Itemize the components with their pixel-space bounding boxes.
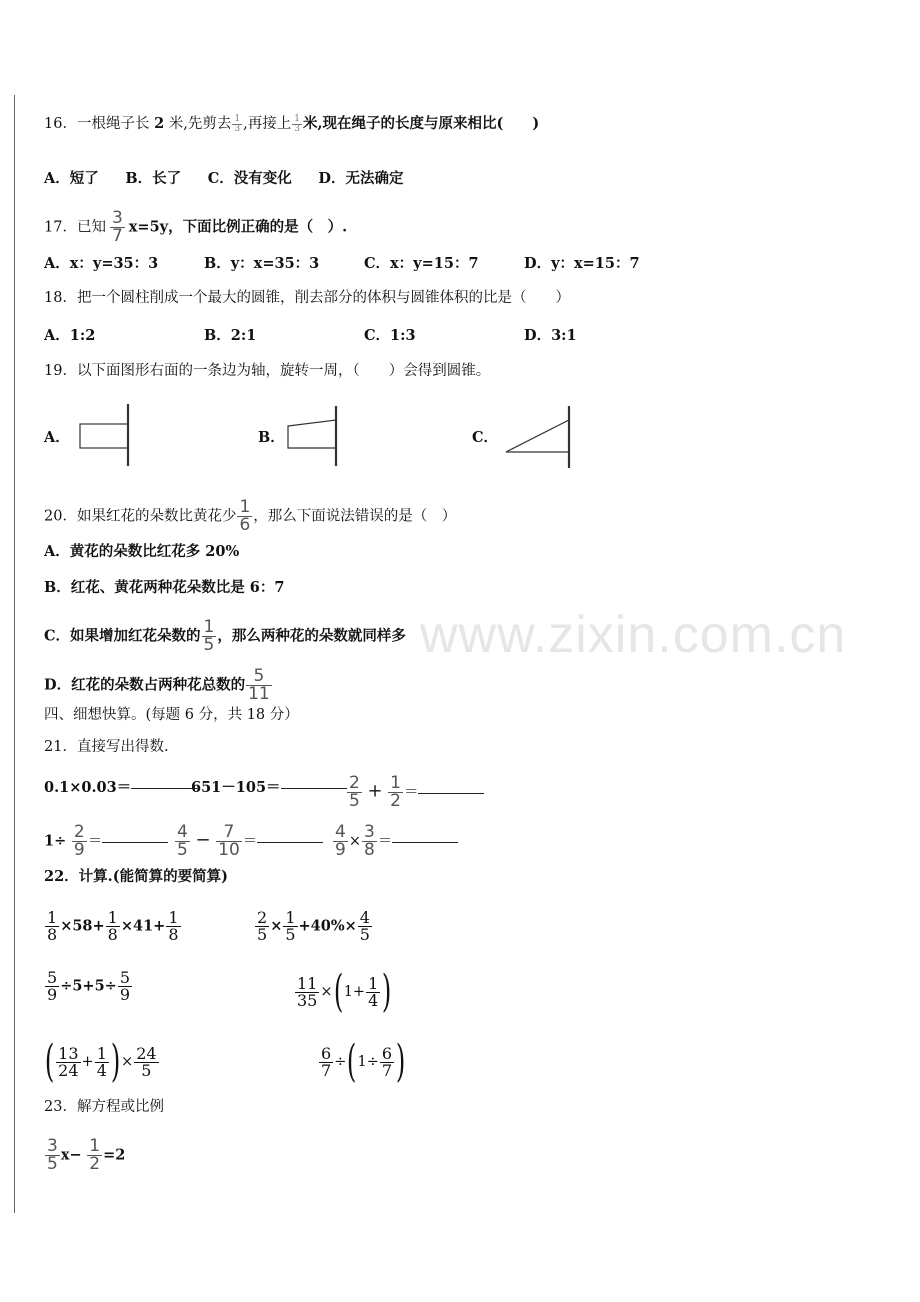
- q20-option-c-text: C．如果增加红花朵数的: [44, 627, 201, 645]
- fraction: [216, 824, 242, 859]
- operator: ×: [320, 984, 333, 1000]
- q20-option-b: B．红花、黄花两种花朵数比是 6：7: [44, 579, 285, 596]
- triangle-figure: [500, 404, 576, 470]
- denominator: 9: [119, 985, 131, 1004]
- question-20: [44, 499, 456, 534]
- fraction: [56, 1043, 80, 1080]
- numerator: 5: [47, 968, 58, 987]
- denominator: 2: [89, 1154, 101, 1174]
- q17-text: 17．已知: [44, 219, 106, 236]
- question-18: 18．把一个圆柱削成一个最大的圆锥，削去部分的体积与圆锥体积的比是（ ）: [44, 290, 570, 306]
- expression-text: +40%×: [298, 917, 357, 935]
- fraction: [255, 910, 269, 943]
- q22-title: 22．计算.(能简算的要简算): [44, 868, 228, 885]
- numerator: 1: [203, 617, 215, 637]
- q20-option-c: [44, 619, 406, 654]
- fraction: [380, 1043, 394, 1080]
- q20-text: 20．如果红花的朵数比黄花少: [44, 508, 237, 525]
- q16-text: 米,先剪去: [168, 116, 232, 132]
- numerator: 3: [363, 822, 375, 842]
- denominator: 5: [177, 840, 188, 860]
- denominator: 3: [234, 123, 241, 134]
- denominator: 4: [96, 1060, 107, 1080]
- right-paren: ): [110, 1036, 121, 1087]
- q16-options: [44, 169, 403, 189]
- operator: ×: [121, 1054, 134, 1070]
- q20-option-d: [44, 668, 273, 703]
- q22-calc-3: [44, 970, 133, 1003]
- numerator: 4: [359, 908, 370, 927]
- numerator: 1: [168, 908, 179, 927]
- expression-text: =2: [103, 1146, 126, 1164]
- fraction: [333, 824, 348, 859]
- fraction: [45, 1138, 60, 1173]
- fraction: [118, 970, 132, 1003]
- option-d: D．无法确定: [318, 170, 404, 187]
- rectangle-figure: [74, 402, 134, 468]
- answer-blank[interactable]: [131, 787, 197, 789]
- operator: +: [367, 780, 383, 802]
- q18-option-b: B．2:1: [204, 327, 257, 344]
- question-21: 21．直接写出得数.: [44, 739, 169, 755]
- question-23: 23．解方程或比例: [44, 1099, 164, 1115]
- expression-text: ×58+: [60, 917, 105, 935]
- answer-blank[interactable]: [102, 841, 168, 843]
- fraction: [283, 910, 297, 943]
- q16-length: 2: [154, 115, 165, 132]
- denominator: 7: [381, 1060, 393, 1080]
- numerator: 13: [58, 1043, 79, 1063]
- fraction: [246, 668, 272, 703]
- fraction: [106, 910, 120, 943]
- q17-option-a: A．x：y=35：3: [44, 255, 159, 272]
- numerator: 1: [239, 497, 251, 517]
- q16-number: 16．: [44, 116, 77, 132]
- fraction: [45, 910, 59, 943]
- fraction: [202, 619, 217, 654]
- numerator: 1: [294, 113, 300, 124]
- numerator: 1: [285, 908, 296, 927]
- fraction: [45, 970, 59, 1003]
- operator: ×: [348, 833, 361, 850]
- q16-text: 一根绳子长: [76, 116, 150, 132]
- fraction: [110, 210, 125, 245]
- q21-expr-2: [191, 778, 347, 798]
- numerator: 3: [111, 208, 123, 228]
- question-22: [44, 867, 228, 887]
- answer-blank[interactable]: [392, 841, 458, 843]
- q17-option-d: D．y：x=15：7: [524, 255, 640, 272]
- numerator: 11: [297, 973, 318, 993]
- fraction: [319, 1043, 333, 1080]
- numerator: 7: [216, 824, 242, 842]
- q21-expr-4: [44, 824, 168, 859]
- expression-text: 1÷: [357, 1054, 379, 1070]
- fraction: [295, 973, 319, 1010]
- fraction: [95, 1043, 109, 1080]
- numerator: 1: [107, 908, 118, 927]
- option-b: B．长了: [125, 170, 182, 187]
- left-paren: (: [44, 1036, 55, 1087]
- denominator: 8: [363, 840, 375, 860]
- question-19: 19．以下面图形右面的一条边为轴，旋转一周，（ ）会得到圆锥。: [44, 363, 491, 379]
- q18-option-a: A．1:2: [44, 327, 96, 344]
- fraction: [362, 824, 377, 859]
- expression-text: ×41+: [120, 917, 166, 935]
- expression-text: ÷5+5÷: [60, 977, 117, 995]
- denominator: 5: [359, 925, 370, 944]
- answer-blank[interactable]: [257, 841, 323, 843]
- denominator: 5: [141, 1060, 152, 1080]
- numerator: 2: [349, 773, 360, 793]
- expression-text: 651－105＝: [191, 779, 281, 796]
- denominator: 7: [111, 226, 123, 246]
- numerator: 5: [246, 668, 272, 686]
- q19-option-b: B．: [258, 429, 285, 446]
- option-a: A．短了: [44, 170, 99, 187]
- q21-expr-3: [346, 775, 484, 810]
- fraction: [175, 824, 190, 859]
- equals: ＝: [87, 833, 103, 850]
- numerator: 5: [119, 968, 131, 987]
- trapezoid-figure: [284, 404, 344, 468]
- denominator: 3: [294, 123, 300, 134]
- q22-calc-1: [44, 910, 182, 943]
- numerator: 6: [321, 1043, 332, 1063]
- operator: ÷: [334, 1054, 347, 1070]
- fraction: [87, 1138, 102, 1173]
- margin-line: [14, 95, 15, 1213]
- denominator: 5: [285, 925, 296, 944]
- q20-option-a: A．黄花的朵数比红花多 20%: [44, 543, 240, 560]
- section-4-heading: 四、细想快算。(每题 6 分，共 18 分）: [44, 707, 299, 723]
- q16-text: 米,现在绳子的长度与原来相比( ): [302, 115, 540, 132]
- fraction: [388, 775, 403, 810]
- q16-text: ,再接上: [243, 116, 292, 132]
- denominator: 35: [297, 990, 318, 1010]
- denominator: 9: [47, 985, 58, 1004]
- watermark: www.zixin.com.cn: [420, 606, 847, 664]
- q20-option-d-text: D．红花的朵数占两种花总数的: [44, 676, 246, 694]
- numerator: 2: [257, 908, 268, 927]
- denominator: 9: [335, 840, 346, 860]
- expression-text: 1÷: [44, 832, 67, 850]
- q23-equation: [44, 1138, 125, 1173]
- fraction: [237, 499, 252, 534]
- operator: +: [81, 1054, 94, 1070]
- answer-blank[interactable]: [418, 792, 484, 794]
- q22-calc-4: [294, 966, 392, 1017]
- denominator: 5: [349, 791, 360, 811]
- q21-expr-1: [44, 778, 197, 798]
- q17-text: x=5y，下面比例正确的是（ ）.: [128, 218, 348, 236]
- expression-text: ×: [270, 917, 283, 935]
- fraction: [72, 824, 87, 859]
- right-paren: ): [382, 966, 392, 1017]
- equals: ＝: [242, 833, 258, 850]
- numerator: 2: [73, 822, 85, 842]
- expression-text: 0.1×0.03＝: [44, 779, 132, 796]
- q19-option-c: C．: [472, 429, 499, 446]
- numerator: 3: [47, 1136, 58, 1156]
- left-paren: (: [347, 1036, 357, 1087]
- fraction: [292, 115, 302, 134]
- denominator: 5: [257, 925, 268, 944]
- numerator: 4: [335, 822, 346, 842]
- numerator: 1: [89, 1136, 101, 1156]
- numerator: 1: [390, 773, 401, 793]
- denominator: 7: [321, 1060, 332, 1080]
- q21-expr-5: [174, 824, 323, 859]
- denominator: 5: [203, 635, 215, 655]
- q17-option-c: C．x：y=15：7: [364, 255, 479, 272]
- equals: ＝: [403, 784, 419, 801]
- q18-option-d: D．3:1: [524, 327, 577, 344]
- q17-option-b: B．y：x=35：3: [204, 255, 320, 272]
- fraction: [347, 775, 362, 810]
- q20-text: ，那么下面说法错误的是（ ）: [253, 508, 457, 525]
- numerator: 1: [96, 1043, 107, 1063]
- q19-option-a: A．: [44, 429, 70, 446]
- denominator: 8: [168, 925, 179, 944]
- q22-calc-6: [318, 1036, 406, 1087]
- denominator: 4: [368, 990, 379, 1010]
- question-17: [44, 210, 347, 245]
- expression-text: 1+: [343, 984, 366, 1000]
- operator: −: [195, 829, 211, 851]
- fraction: [366, 973, 380, 1010]
- fraction: [166, 910, 180, 943]
- q20-option-c-text: ，那么两种花的朵数就同样多: [217, 627, 406, 645]
- option-c: C．没有变化: [207, 170, 292, 187]
- denominator: 24: [58, 1060, 79, 1080]
- q22-calc-2: [254, 910, 373, 943]
- equals: ＝: [377, 833, 393, 850]
- q22-calc-5: [44, 1036, 160, 1087]
- right-paren: ): [395, 1036, 406, 1087]
- denominator: 11: [248, 684, 270, 704]
- numerator: 1: [368, 973, 379, 993]
- q18-option-c: C．1:3: [364, 327, 416, 344]
- denominator: 9: [73, 840, 85, 860]
- denominator: 10: [218, 840, 240, 860]
- answer-blank[interactable]: [281, 787, 347, 789]
- left-paren: (: [333, 966, 343, 1017]
- numerator: 6: [381, 1043, 393, 1063]
- question-16: [44, 114, 539, 134]
- denominator: 5: [47, 1154, 58, 1174]
- fraction: [232, 115, 242, 134]
- denominator: 2: [390, 791, 401, 811]
- numerator: 1: [234, 113, 241, 124]
- fraction: [358, 910, 372, 943]
- denominator: 6: [239, 515, 251, 535]
- numerator: 1: [47, 908, 58, 927]
- numerator: 4: [177, 822, 188, 842]
- expression-text: x−: [60, 1146, 82, 1164]
- numerator: 24: [136, 1043, 157, 1063]
- denominator: 8: [47, 925, 58, 944]
- fraction: [134, 1043, 158, 1080]
- denominator: 8: [107, 925, 118, 944]
- q21-expr-6: [332, 824, 458, 859]
